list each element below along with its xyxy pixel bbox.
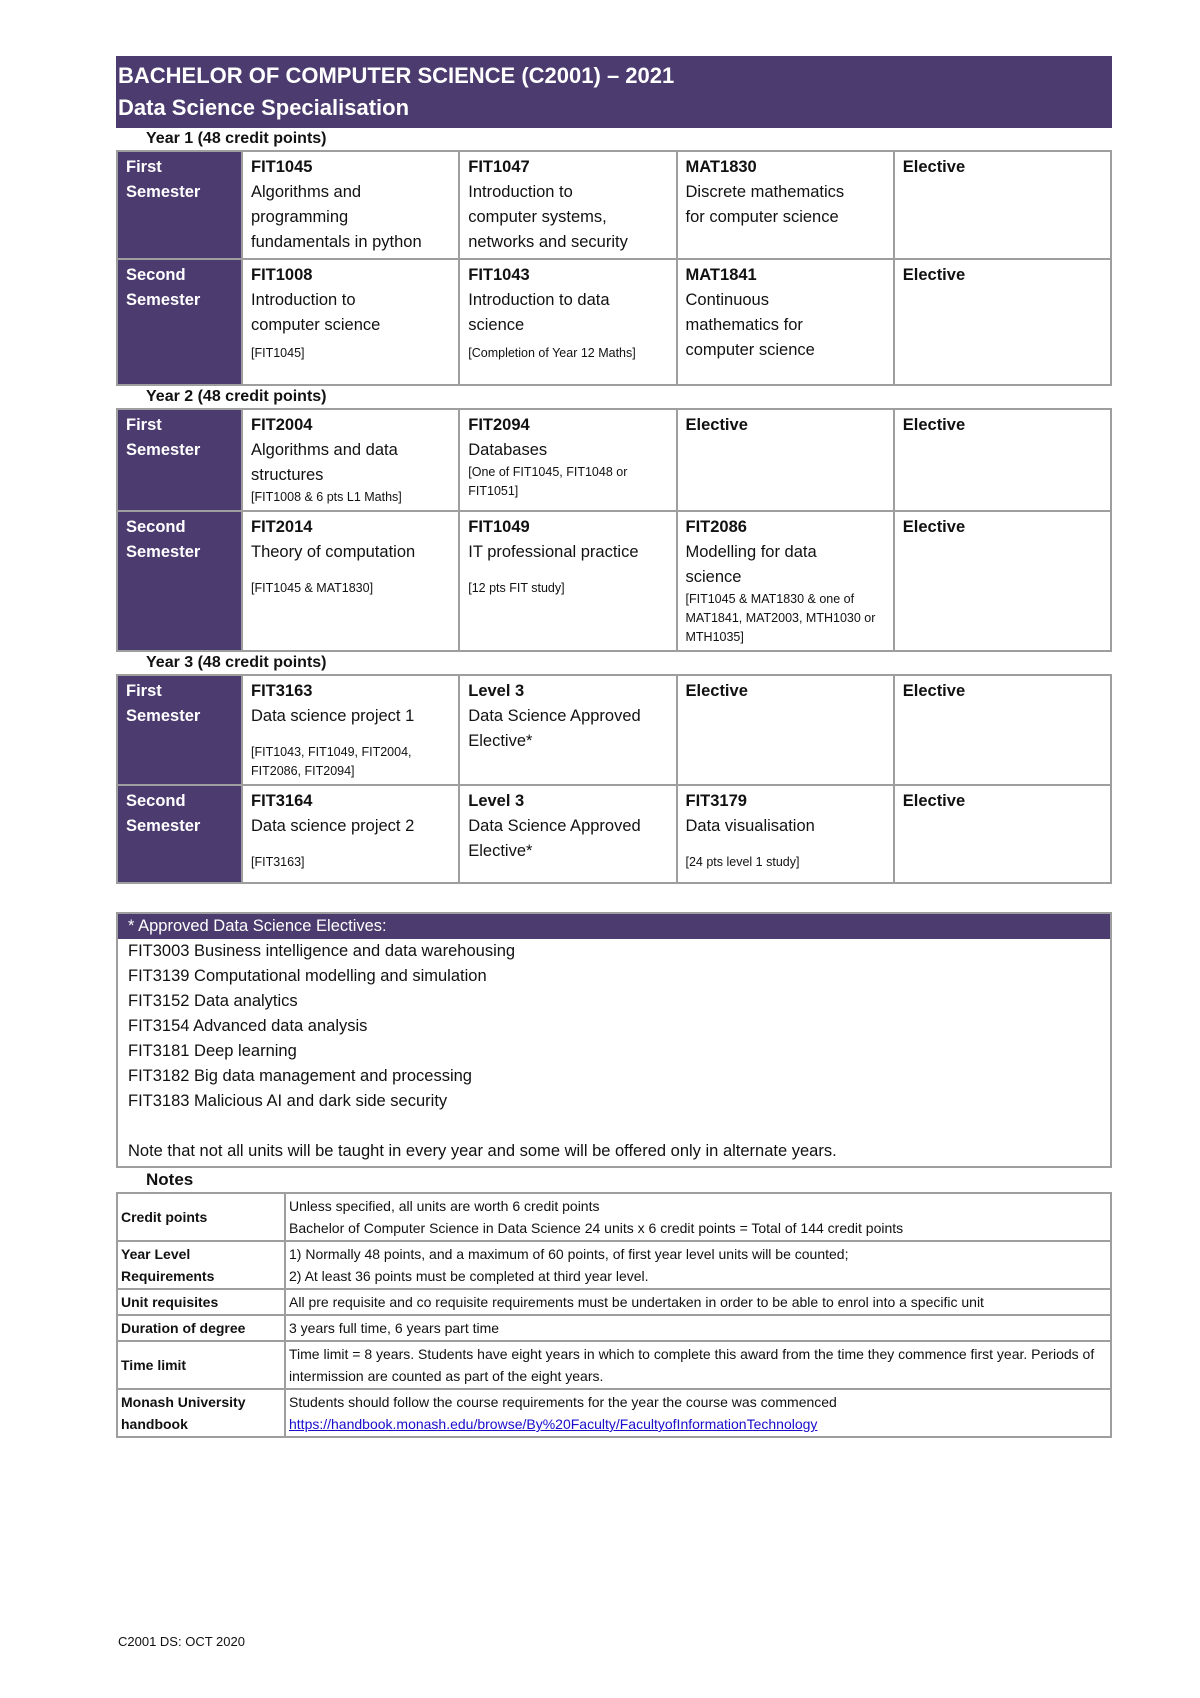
notes-row: [117, 1315, 1111, 1341]
unit-code: FIT2094: [468, 416, 530, 434]
unit-cell: [677, 259, 894, 385]
semester-name-line: Semester: [126, 183, 201, 201]
year-table: [116, 150, 1112, 386]
notes-value: [285, 1341, 1111, 1389]
unit-title-line: Data visualisation: [685, 817, 815, 835]
notes-line: Bachelor of Computer Science in Data Science 24 units x 6 credit points = Total of 144 credit points: [289, 1220, 904, 1236]
footer-code: C2001 DS: OCT 2020: [118, 1634, 245, 1649]
unit-title-line: Data science project 2: [251, 817, 415, 835]
electives-box: [116, 912, 1112, 1168]
notes-value: [285, 1389, 1111, 1437]
notes-table: [116, 1192, 1112, 1438]
unit-prerequisite: [FIT1045]: [251, 346, 305, 360]
semester-name: [117, 785, 242, 883]
notes-key: Credit points: [117, 1193, 285, 1241]
unit-code: Elective: [685, 416, 748, 434]
unit-code: Level 3: [468, 682, 525, 700]
unit-title-line: networks and security: [468, 233, 628, 251]
elective-item: FIT3003 Business intelligence and data warehousing: [128, 942, 516, 960]
unit-cell: [459, 511, 676, 651]
unit-code: MAT1841: [685, 266, 757, 284]
notes-line: All pre requisite and co requisite requirements must be undertaken in order to be able to enrol into a specific unit: [289, 1294, 984, 1310]
unit-code: FIT2014: [251, 518, 313, 536]
elective-item: FIT3182 Big data management and processing: [128, 1067, 472, 1085]
semester-name-line: First: [126, 158, 162, 176]
unit-code: Elective: [902, 158, 966, 176]
semester-name: [117, 675, 242, 785]
handbook-link[interactable]: https://handbook.monash.edu/browse/By%20Faculty/FacultyofInformationTechnology: [289, 1416, 818, 1432]
notes-row: [117, 1241, 1111, 1289]
unit-cell: [242, 675, 459, 785]
title-banner: [116, 56, 1112, 128]
unit-code: FIT1008: [251, 266, 313, 284]
notes-line: 1) Normally 48 points, and a maximum of 60 points, of first year level units will be counted;: [289, 1246, 849, 1262]
semester-name-line: Semester: [126, 707, 201, 725]
unit-title-line: Algorithms and: [251, 183, 362, 201]
unit-cell: [894, 785, 1111, 883]
unit-cell: [242, 409, 459, 511]
notes-key: Duration of degree: [117, 1315, 285, 1341]
unit-prerequisite: [FIT3163]: [251, 855, 305, 869]
year-label: Year 1 (48 credit points): [146, 130, 327, 147]
unit-title-line: for computer science: [685, 208, 839, 226]
unit-cell: [459, 259, 676, 385]
page-subtitle: Data Science Specialisation: [118, 95, 410, 120]
unit-code: FIT1047: [468, 158, 530, 176]
unit-prerequisite: [Completion of Year 12 Maths]: [468, 346, 636, 360]
unit-code: Elective: [685, 682, 748, 700]
unit-code: MAT1830: [685, 158, 757, 176]
unit-code: Elective: [902, 518, 966, 536]
semester-name-line: First: [126, 416, 162, 434]
semester-row: [117, 409, 1111, 511]
notes-row: [117, 1389, 1111, 1437]
semester-row: [117, 511, 1111, 651]
notes-line: 3 years full time, 6 years part time: [289, 1320, 500, 1336]
unit-title-line: Data science project 1: [251, 707, 415, 725]
unit-title-line: structures: [251, 466, 324, 484]
unit-title-line: Data Science Approved: [468, 707, 641, 725]
unit-cell: [894, 151, 1111, 259]
page-title: BACHELOR OF COMPUTER SCIENCE (C2001) – 2021: [118, 63, 675, 88]
unit-cell: [677, 409, 894, 511]
unit-title-line: science: [468, 316, 525, 334]
elective-item: FIT3154 Advanced data analysis: [128, 1017, 368, 1035]
unit-code: Elective: [902, 792, 966, 810]
semester-name-line: Semester: [126, 543, 201, 561]
unit-code: FIT1045: [251, 158, 313, 176]
unit-title-line: Data Science Approved: [468, 817, 641, 835]
unit-prerequisite: [12 pts FIT study]: [468, 581, 565, 595]
unit-prerequisite: [24 pts level 1 study]: [685, 855, 800, 869]
semester-name-line: Semester: [126, 441, 201, 459]
unit-code: FIT3179: [685, 792, 747, 810]
semester-name-line: Second: [126, 792, 186, 810]
unit-title-line: programming: [251, 208, 349, 226]
unit-title-line: computer systems,: [468, 208, 607, 226]
notes-key: Year Level Requirements: [117, 1241, 285, 1289]
semester-name-line: Semester: [126, 291, 201, 309]
unit-code: Level 3: [468, 792, 525, 810]
elective-item: FIT3152 Data analytics: [128, 992, 298, 1010]
semester-name: [117, 259, 242, 385]
elective-item: FIT3183 Malicious AI and dark side security: [128, 1092, 448, 1110]
unit-prerequisite: [FIT1043, FIT1049, FIT2004, FIT2086, FIT2094]: [251, 745, 412, 778]
course-map-page: [116, 56, 1112, 1438]
unit-prerequisite: [FIT1045 & MAT1830 & one of MAT1841, MAT2003, MTH1030 or MTH1035]: [685, 592, 876, 644]
year-table: [116, 408, 1112, 652]
unit-prerequisite: [FIT1045 & MAT1830]: [251, 581, 374, 595]
notes-line: Students should follow the course requirements for the year the course was commenced: [289, 1394, 837, 1410]
semester-row: [117, 259, 1111, 385]
unit-title-line: Introduction to data: [468, 291, 610, 309]
unit-cell: [459, 409, 676, 511]
notes-value: [285, 1241, 1111, 1289]
unit-prerequisite: [FIT1008 & 6 pts L1 Maths]: [251, 490, 402, 504]
unit-cell: [677, 151, 894, 259]
unit-cell: [242, 511, 459, 651]
semester-name-line: First: [126, 682, 162, 700]
year-table: [116, 674, 1112, 884]
electives-note: Note that not all units will be taught in every year and some will be offered only in alternate years.: [128, 1142, 837, 1160]
unit-title-line: Elective*: [468, 732, 533, 750]
semester-name: [117, 409, 242, 511]
unit-code: Elective: [902, 416, 966, 434]
notes-line: Time limit = 8 years. Students have eight years in which to complete this award from the time they commence first year. Periods of intermission are counted as part of the eight years.: [289, 1346, 1095, 1384]
unit-title-line: Introduction to: [468, 183, 573, 201]
unit-code: FIT3163: [251, 682, 313, 700]
unit-code: FIT2086: [685, 518, 747, 536]
unit-prerequisite: [One of FIT1045, FIT1048 or FIT1051]: [468, 465, 628, 498]
unit-title-line: computer science: [685, 341, 815, 359]
unit-cell: [894, 259, 1111, 385]
year-label: Year 2 (48 credit points): [146, 388, 327, 405]
unit-cell: [677, 675, 894, 785]
semester-name: [117, 151, 242, 259]
elective-item: FIT3181 Deep learning: [128, 1042, 297, 1060]
unit-cell: [242, 785, 459, 883]
unit-cell: [242, 259, 459, 385]
unit-title-line: Elective*: [468, 842, 533, 860]
unit-title-line: fundamentals in python: [251, 233, 422, 251]
elective-item: FIT3139 Computational modelling and simulation: [128, 967, 487, 985]
unit-title-line: Continuous: [685, 291, 769, 309]
unit-title-line: Algorithms and data: [251, 441, 398, 459]
unit-title-line: mathematics for: [685, 316, 803, 334]
notes-key: Monash University handbook: [117, 1389, 285, 1437]
semester-name-line: Second: [126, 266, 186, 284]
notes-row: [117, 1341, 1111, 1389]
unit-title-line: IT professional practice: [468, 543, 639, 561]
notes-value: [285, 1193, 1111, 1241]
unit-code: FIT1043: [468, 266, 530, 284]
unit-cell: [459, 675, 676, 785]
notes-row: [117, 1193, 1111, 1241]
unit-code: Elective: [902, 682, 966, 700]
unit-title-line: Theory of computation: [251, 543, 416, 561]
unit-title-line: Introduction to: [251, 291, 356, 309]
electives-body: [118, 939, 1110, 1166]
unit-cell: [677, 511, 894, 651]
electives-header: * Approved Data Science Electives:: [118, 914, 1110, 939]
unit-code: FIT3164: [251, 792, 313, 810]
notes-value: [285, 1315, 1111, 1341]
unit-title-line: computer science: [251, 316, 381, 334]
notes-line: 2) At least 36 points must be completed at third year level.: [289, 1268, 649, 1284]
unit-title-line: science: [685, 568, 742, 586]
unit-cell: [459, 785, 676, 883]
unit-title-line: Discrete mathematics: [685, 183, 845, 201]
unit-cell: [459, 151, 676, 259]
semester-name: [117, 511, 242, 651]
notes-key: Unit requisites: [117, 1289, 285, 1315]
unit-code: FIT1049: [468, 518, 530, 536]
semester-name-line: Second: [126, 518, 186, 536]
notes-value: [285, 1289, 1111, 1315]
unit-cell: [894, 511, 1111, 651]
notes-label: Notes: [146, 1170, 194, 1189]
unit-cell: [242, 151, 459, 259]
unit-title-line: Databases: [468, 441, 548, 459]
notes-row: [117, 1289, 1111, 1315]
unit-code: Elective: [902, 266, 966, 284]
year-label: Year 3 (48 credit points): [146, 654, 327, 671]
unit-cell: [677, 785, 894, 883]
semester-row: [117, 151, 1111, 259]
unit-code: FIT2004: [251, 416, 313, 434]
notes-key: Time limit: [117, 1341, 285, 1389]
unit-title-line: Modelling for data: [685, 543, 817, 561]
unit-cell: [894, 409, 1111, 511]
electives-list: [128, 939, 1100, 1114]
notes-line: Unless specified, all units are worth 6 credit points: [289, 1198, 600, 1214]
unit-cell: [894, 675, 1111, 785]
years-container: [116, 128, 1112, 884]
semester-row: [117, 785, 1111, 883]
semester-row: [117, 675, 1111, 785]
semester-name-line: Semester: [126, 817, 201, 835]
